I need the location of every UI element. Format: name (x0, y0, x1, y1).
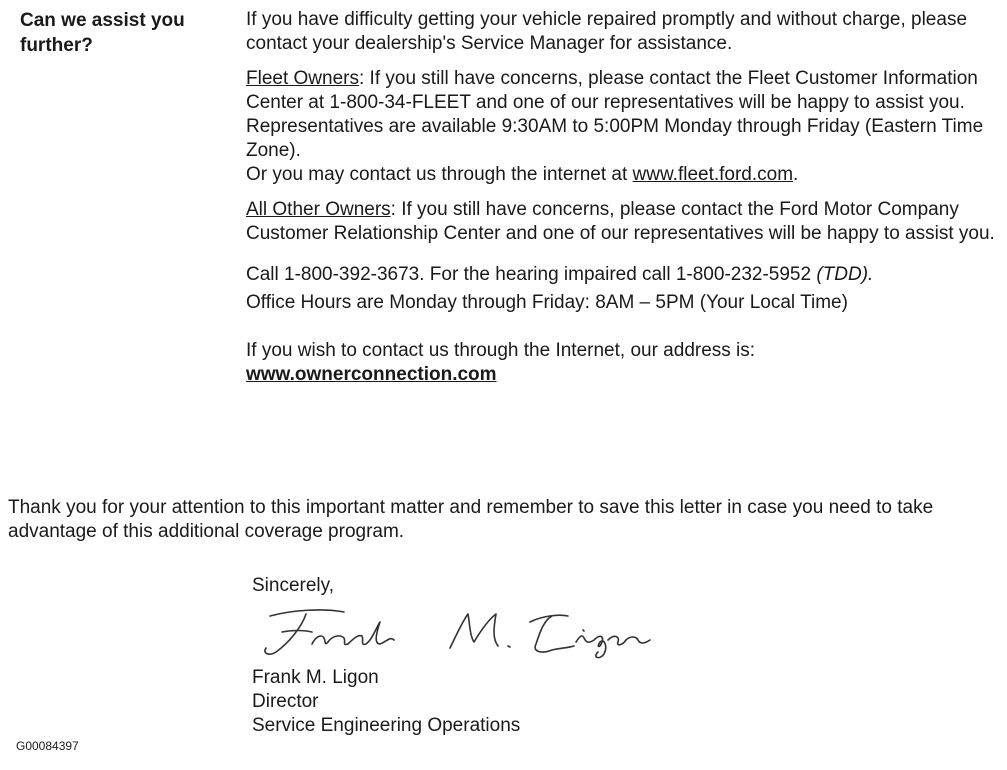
intro-paragraph: If you have difficulty getting your vehicle repaired promptly and without charge, please contact your dealership's Service Manager for assistance. (246, 9, 968, 54)
assistance-section (246, 8, 996, 387)
salutation: Sincerely, (252, 575, 335, 596)
handwritten-signature (252, 602, 672, 662)
owner-connection-line (246, 363, 996, 387)
tdd-text: (TDD). (816, 264, 874, 285)
other-owners-text: : If you still have concerns, please contact the Ford Motor Company Customer Relationship Center and one of our representatives will be happy to assist you. (246, 199, 995, 244)
fleet-internet-suffix: . (793, 164, 799, 185)
signature-block (252, 574, 852, 738)
fleet-internet-prefix: Or you may contact us through the internet at (246, 164, 633, 185)
fleet-owners-text: : If you still have concerns, please contact the Fleet Customer Information Center at 1-800-34-FLEET and one of our representatives will be happy to assist you. Representatives are available 9:30AM to 5:00PM Monday through Friday (Eastern Time Zone). (246, 68, 984, 161)
other-owners-paragraph (246, 198, 996, 246)
call-line (246, 263, 996, 287)
signer-name: Frank M. Ligon (252, 667, 379, 688)
fleet-owners-label: Fleet Owners (246, 68, 359, 89)
fleet-website-link[interactable]: www.fleet.ford.com (632, 164, 794, 185)
owner-connection-link[interactable]: www.ownerconnection.com (246, 364, 497, 385)
office-hours-line: Office Hours are Monday through Friday: 8AM – 5PM (Your Local Time) (246, 292, 848, 313)
fleet-paragraph (246, 67, 996, 163)
other-owners-label: All Other Owners (246, 199, 391, 220)
closing-paragraph: Thank you for your attention to this important matter and remember to save this letter in case you need to take advantage of this additional coverage program. (8, 497, 934, 542)
call-text: Call 1-800-392-3673. For the hearing impaired call 1-800-232-5952 (246, 264, 817, 285)
internet-contact-line: If you wish to contact us through the Internet, our address is: (246, 340, 756, 361)
document-id: G00084397 (16, 739, 79, 753)
section-heading: Can we assist you further? (20, 10, 185, 56)
signer-department: Service Engineering Operations (252, 715, 521, 736)
signer-title: Director (252, 691, 319, 712)
fleet-internet-line (246, 163, 996, 187)
